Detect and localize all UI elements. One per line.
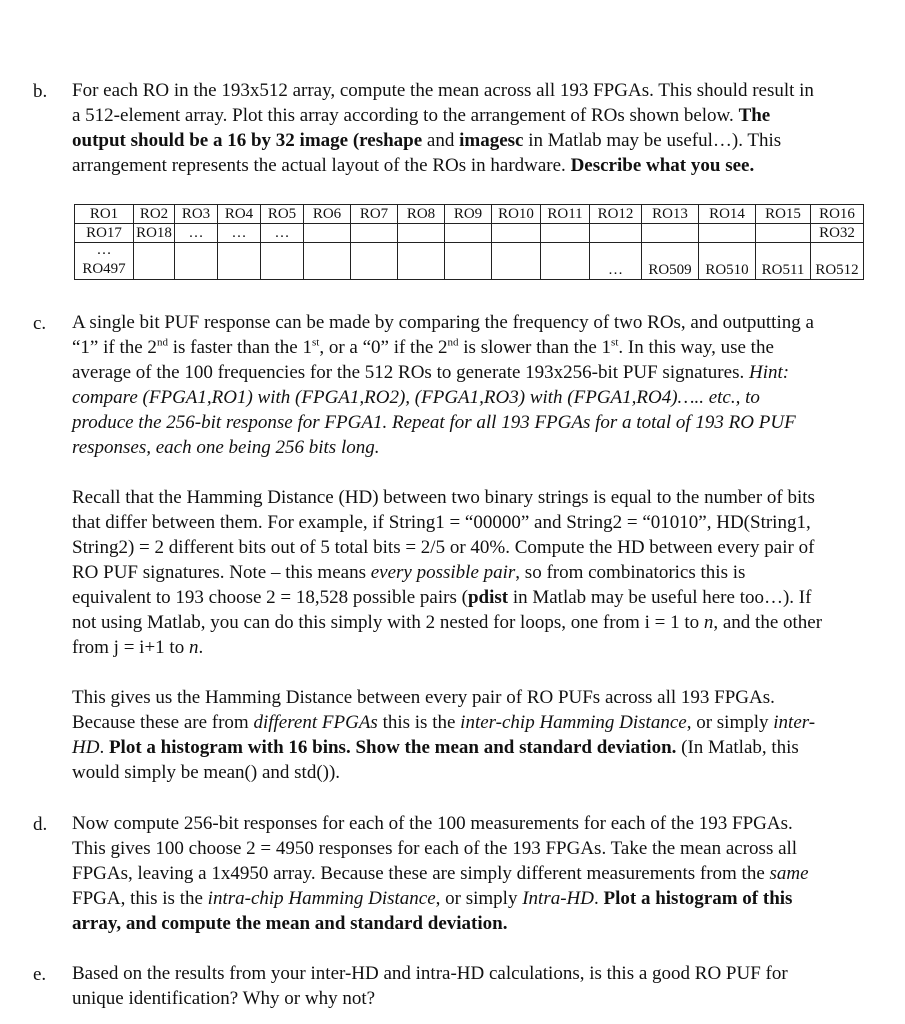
- italic-text: same: [769, 863, 809, 884]
- italic-text: responses, each one being 256 bits long.: [72, 437, 380, 458]
- text-span: Based on the results from your inter-HD and intra-HD calculations, is this a good RO PUF for: [72, 963, 788, 984]
- text-span: is faster than the 1: [167, 337, 312, 358]
- text-span: and: [422, 130, 460, 151]
- text-line: [72, 510, 887, 535]
- text-line: [72, 811, 887, 836]
- text-span: .: [594, 888, 604, 909]
- table-cell: [218, 243, 261, 280]
- text-line: [72, 535, 887, 560]
- italic-text: Intra-HD: [522, 888, 594, 909]
- superscript: nd: [156, 336, 168, 349]
- section-c-para1: [72, 310, 887, 460]
- table-cell: RO2: [134, 205, 175, 224]
- table-cell: [304, 243, 351, 280]
- text-span: arrangement represents the actual layout of the ROs in hardware.: [72, 155, 566, 176]
- text-line: [72, 310, 887, 335]
- table-cell: RO14: [699, 205, 756, 224]
- text-line: [72, 861, 887, 886]
- table-cell: [492, 224, 541, 243]
- table-cell: …: [218, 224, 261, 243]
- text-line: [72, 685, 887, 710]
- text-span: that differ between them. For example, if String1 = “00000” and String2 = “01010”, HD(String1,: [72, 512, 811, 533]
- text-line: [72, 128, 887, 153]
- italic-text: compare (FPGA1,RO1) with (FPGA1,RO2), (FPGA1,RO3) with (FPGA1,RO4)….. etc., to: [72, 387, 760, 408]
- table-cell: …: [261, 224, 304, 243]
- text-line: [72, 710, 887, 735]
- text-span: .: [198, 637, 204, 658]
- table-cell: RO9: [445, 205, 492, 224]
- superscript: st: [311, 336, 320, 349]
- table-cell: [756, 224, 811, 243]
- text-span: (In Matlab, this: [676, 737, 799, 758]
- text-span: A single bit PUF response can be made by comparing the frequency of two ROs, and outputting a: [72, 312, 814, 333]
- italic-text: every possible pair: [370, 562, 516, 583]
- table-cell: RO32: [811, 224, 864, 243]
- italic-text: HD: [72, 737, 100, 758]
- text-span: in Matlab may be useful…). This: [523, 130, 782, 151]
- italic-text: n: [188, 637, 199, 658]
- text-span: average of the 100 frequencies for the 512 ROs to generate 193x256-bit PUF signatures.: [72, 362, 745, 383]
- ro-layout-table: [74, 204, 864, 280]
- italic-text: inter-chip Hamming Distance: [460, 712, 687, 733]
- text-span: a 512-element array. Plot this array according to the arrangement of ROs shown below.: [72, 105, 734, 126]
- section-b-label: b.: [33, 81, 48, 102]
- section-d-text: [72, 811, 887, 936]
- italic-text: n: [703, 612, 714, 633]
- table-cell: [492, 243, 541, 280]
- italic-text: intra-chip Hamming Distance: [207, 888, 436, 909]
- text-span: .: [99, 737, 109, 758]
- vertical-ellipsis: …: [96, 242, 112, 258]
- table-cell: [175, 243, 218, 280]
- text-line: [72, 836, 887, 861]
- section-c-para2: [72, 485, 887, 660]
- table-cell: RO17: [75, 224, 134, 243]
- text-line: [72, 360, 887, 385]
- text-line: [72, 635, 887, 660]
- text-span: “1” if the 2: [72, 337, 157, 358]
- text-span: This gives 100 choose 2 = 4950 responses for each of the 193 FPGAs. Take the mean across all: [72, 838, 798, 859]
- text-line: [72, 886, 887, 911]
- text-span: , or simply: [435, 888, 523, 909]
- text-span: Because these are from: [72, 712, 254, 733]
- section-b-text: [72, 78, 887, 178]
- table-cell: RO509: [642, 243, 699, 280]
- text-span: not using Matlab, you can do this simply with 2 nested for loops, one from i = 1 to: [72, 612, 700, 633]
- table-cell: [134, 243, 175, 280]
- italic-text: inter-: [773, 712, 816, 733]
- section-e-text: [72, 961, 887, 1011]
- table-cell: [75, 243, 134, 280]
- bold-text: pdist: [467, 587, 509, 608]
- text-line: [72, 335, 887, 360]
- table-cell: [590, 224, 642, 243]
- text-span: would simply be mean() and std()).: [72, 762, 341, 783]
- text-span: , or a “0” if the 2: [319, 337, 448, 358]
- italic-text: produce the 256-bit response for FPGA1. Repeat for all 193 FPGAs for a total of 193 RO PUF: [72, 412, 796, 433]
- table-cell: RO18: [134, 224, 175, 243]
- text-span: Recall that the Hamming Distance (HD) between two binary strings is equal to the number of bits: [72, 487, 815, 508]
- text-line: [72, 103, 887, 128]
- section-c-label: c.: [33, 313, 47, 334]
- text-line: [72, 610, 887, 635]
- text-span: FPGAs, leaving a 1x4950 array. Because these are simply different measurements from the: [72, 863, 770, 884]
- table-cell: RO7: [351, 205, 398, 224]
- bold-text: Describe what you see.: [570, 155, 755, 176]
- table-cell: RO6: [304, 205, 351, 224]
- superscript: nd: [447, 336, 459, 349]
- text-span: , or simply: [686, 712, 774, 733]
- bold-text: reshape: [359, 130, 423, 151]
- table-cell: RO16: [811, 205, 864, 224]
- text-line: [72, 385, 887, 410]
- table-cell: RO5: [261, 205, 304, 224]
- italic-text: different FPGAs: [253, 712, 378, 733]
- table-cell: RO13: [642, 205, 699, 224]
- text-span: This gives us the Hamming Distance between every pair of RO PUFs across all 193 FPGAs.: [72, 687, 775, 708]
- text-span: unique identification? Why or why not?: [72, 988, 376, 1009]
- bold-text: imagesc: [459, 130, 524, 151]
- table-row: [75, 243, 864, 280]
- text-span: , so from combinatorics this is: [515, 562, 746, 583]
- bold-text: Plot a histogram of this: [603, 888, 793, 909]
- table-cell: [541, 224, 590, 243]
- table-cell: [541, 243, 590, 280]
- table-cell: RO11: [541, 205, 590, 224]
- table-cell: [351, 243, 398, 280]
- table-cell: [699, 224, 756, 243]
- text-span: Now compute 256-bit responses for each of the 100 measurements for each of the 193 FPGAs.: [72, 813, 793, 834]
- section-c-para3: [72, 685, 887, 785]
- table-cell: …: [590, 243, 642, 280]
- section-e-label: e.: [33, 964, 47, 985]
- text-line: [72, 986, 887, 1011]
- text-line: [72, 560, 887, 585]
- text-line: [72, 585, 887, 610]
- text-span: String2) = 2 different bits out of 5 total bits = 2/5 or 40%. Compute the HD between every pair of: [72, 537, 815, 558]
- text-line: [72, 485, 887, 510]
- text-span: RO PUF signatures. Note – this means: [72, 562, 371, 583]
- table-cell: RO511: [756, 243, 811, 280]
- section-d-label: d.: [33, 814, 48, 835]
- text-line: [72, 911, 887, 936]
- text-span: is slower than the 1: [458, 337, 612, 358]
- table-row: [75, 205, 864, 224]
- text-line: [72, 961, 887, 986]
- text-line: [72, 410, 887, 435]
- table-cell: RO10: [492, 205, 541, 224]
- table-cell: [445, 224, 492, 243]
- table-cell: RO512: [811, 243, 864, 280]
- superscript: st: [611, 336, 619, 349]
- table-cell: RO3: [175, 205, 218, 224]
- bold-text: array, and compute the mean and standard deviation.: [72, 913, 508, 934]
- table-cell: …: [175, 224, 218, 243]
- text-span: FPGA, this is the: [72, 888, 208, 909]
- text-line: [72, 760, 887, 785]
- text-span: this is the: [377, 712, 461, 733]
- text-line: [72, 435, 887, 460]
- bold-text: The: [738, 105, 771, 126]
- table-cell: [398, 243, 445, 280]
- table-cell: RO4: [218, 205, 261, 224]
- table-cell: RO15: [756, 205, 811, 224]
- text-span: . In this way, use the: [618, 337, 774, 358]
- bold-text: Plot a histogram with 16 bins. Show the mean and standard deviation.: [108, 737, 677, 758]
- text-span: , and the other: [713, 612, 823, 633]
- text-line: [72, 735, 887, 760]
- italic-text: Hint:: [748, 362, 790, 383]
- text-line: [72, 78, 887, 103]
- text-span: in Matlab may be useful here too…). If: [508, 587, 812, 608]
- table-cell: RO8: [398, 205, 445, 224]
- cell-ro497: RO497: [82, 261, 126, 277]
- text-span: from j = i+1 to: [72, 637, 185, 658]
- table-cell: [398, 224, 445, 243]
- table-row: [75, 224, 864, 243]
- text-span: equivalent to 193 choose 2 = 18,528 possible pairs (: [72, 587, 468, 608]
- table-cell: [445, 243, 492, 280]
- table-cell: [304, 224, 351, 243]
- text-line: [72, 153, 887, 178]
- table-cell: [351, 224, 398, 243]
- bold-text: output should be a 16 by 32 image (: [72, 130, 360, 151]
- text-span: For each RO in the 193x512 array, compute the mean across all 193 FPGAs. This should result in: [72, 80, 814, 101]
- table-cell: [642, 224, 699, 243]
- table-cell: [261, 243, 304, 280]
- table-cell: RO12: [590, 205, 642, 224]
- table-cell: RO510: [699, 243, 756, 280]
- table-cell: RO1: [75, 205, 134, 224]
